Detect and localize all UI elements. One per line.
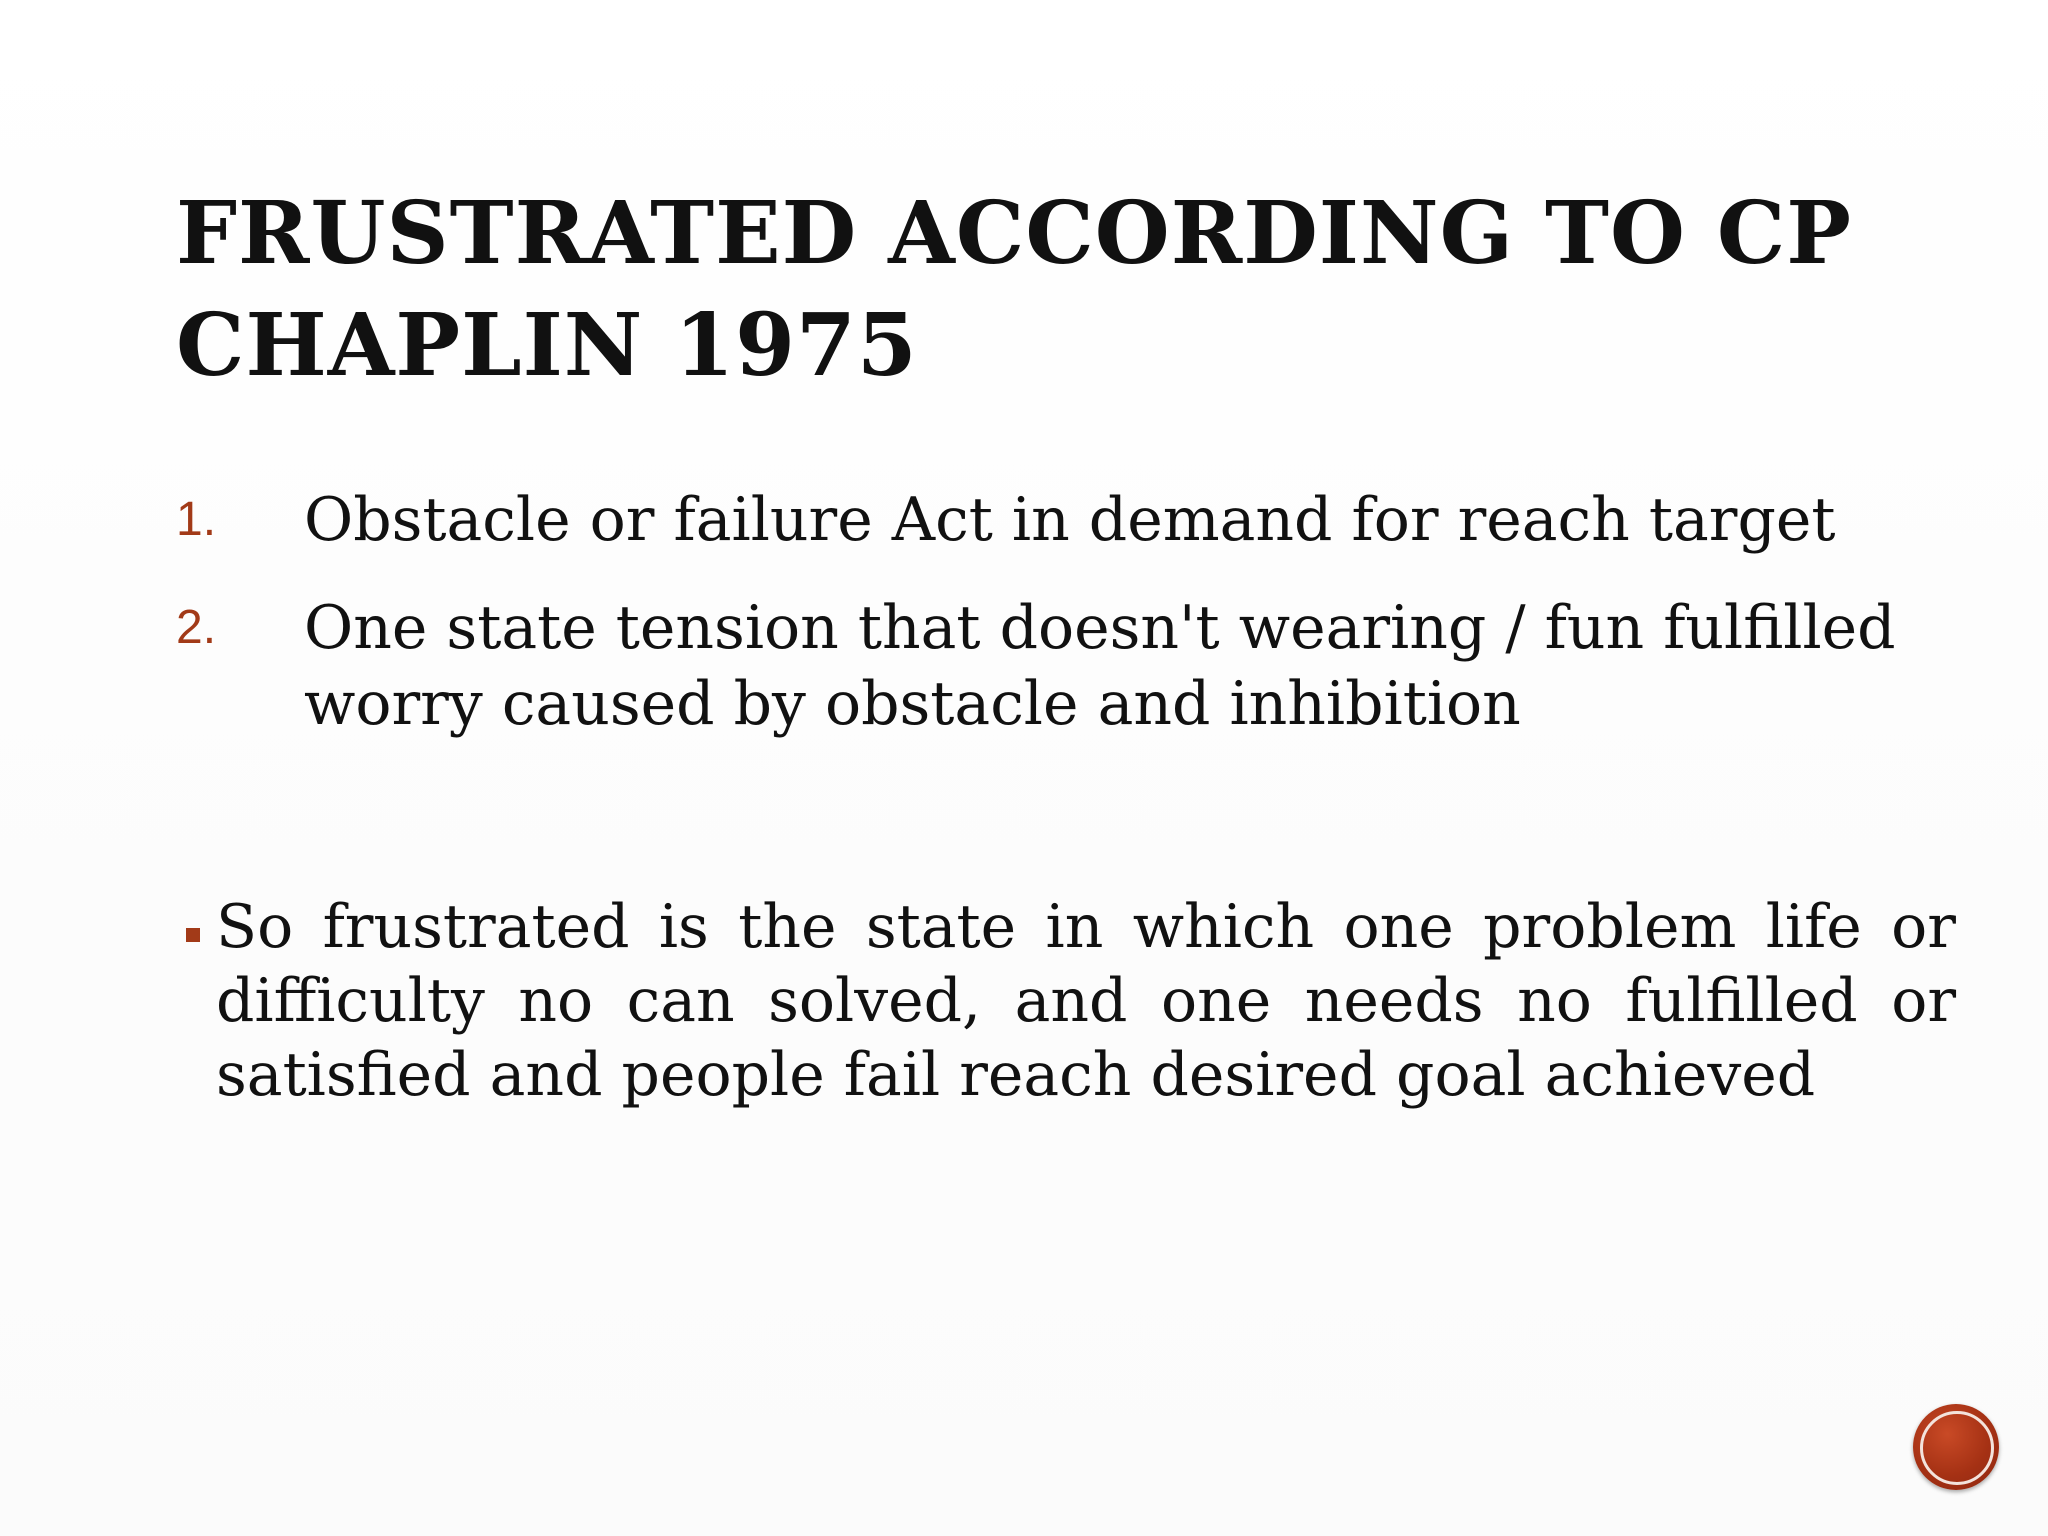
list-item-number: 1.	[176, 493, 217, 546]
summary-text: So frustrated is the state in which one problem life or difficulty no can solved, and one needs no fulfilled or satisfied and people fail reach desired goal achieved	[216, 892, 1956, 1110]
numbered-list	[176, 482, 1986, 774]
circle-nav-icon[interactable]	[1913, 1404, 1999, 1490]
list-item	[176, 590, 1986, 742]
list-item	[176, 482, 1986, 558]
summary-bullet	[176, 890, 1956, 1112]
list-item-number: 2.	[176, 601, 217, 654]
list-item-text: One state tension that doesn't wearing / fun fulfilled worry caused by obstacle and inhibition	[304, 593, 1896, 739]
square-bullet-icon	[186, 928, 200, 942]
list-item-text: Obstacle or failure Act in demand for reach target	[304, 485, 1836, 555]
slide-title: FRUSTRATED ACCORDING TO CP CHAPLIN 1975	[176, 183, 1852, 396]
